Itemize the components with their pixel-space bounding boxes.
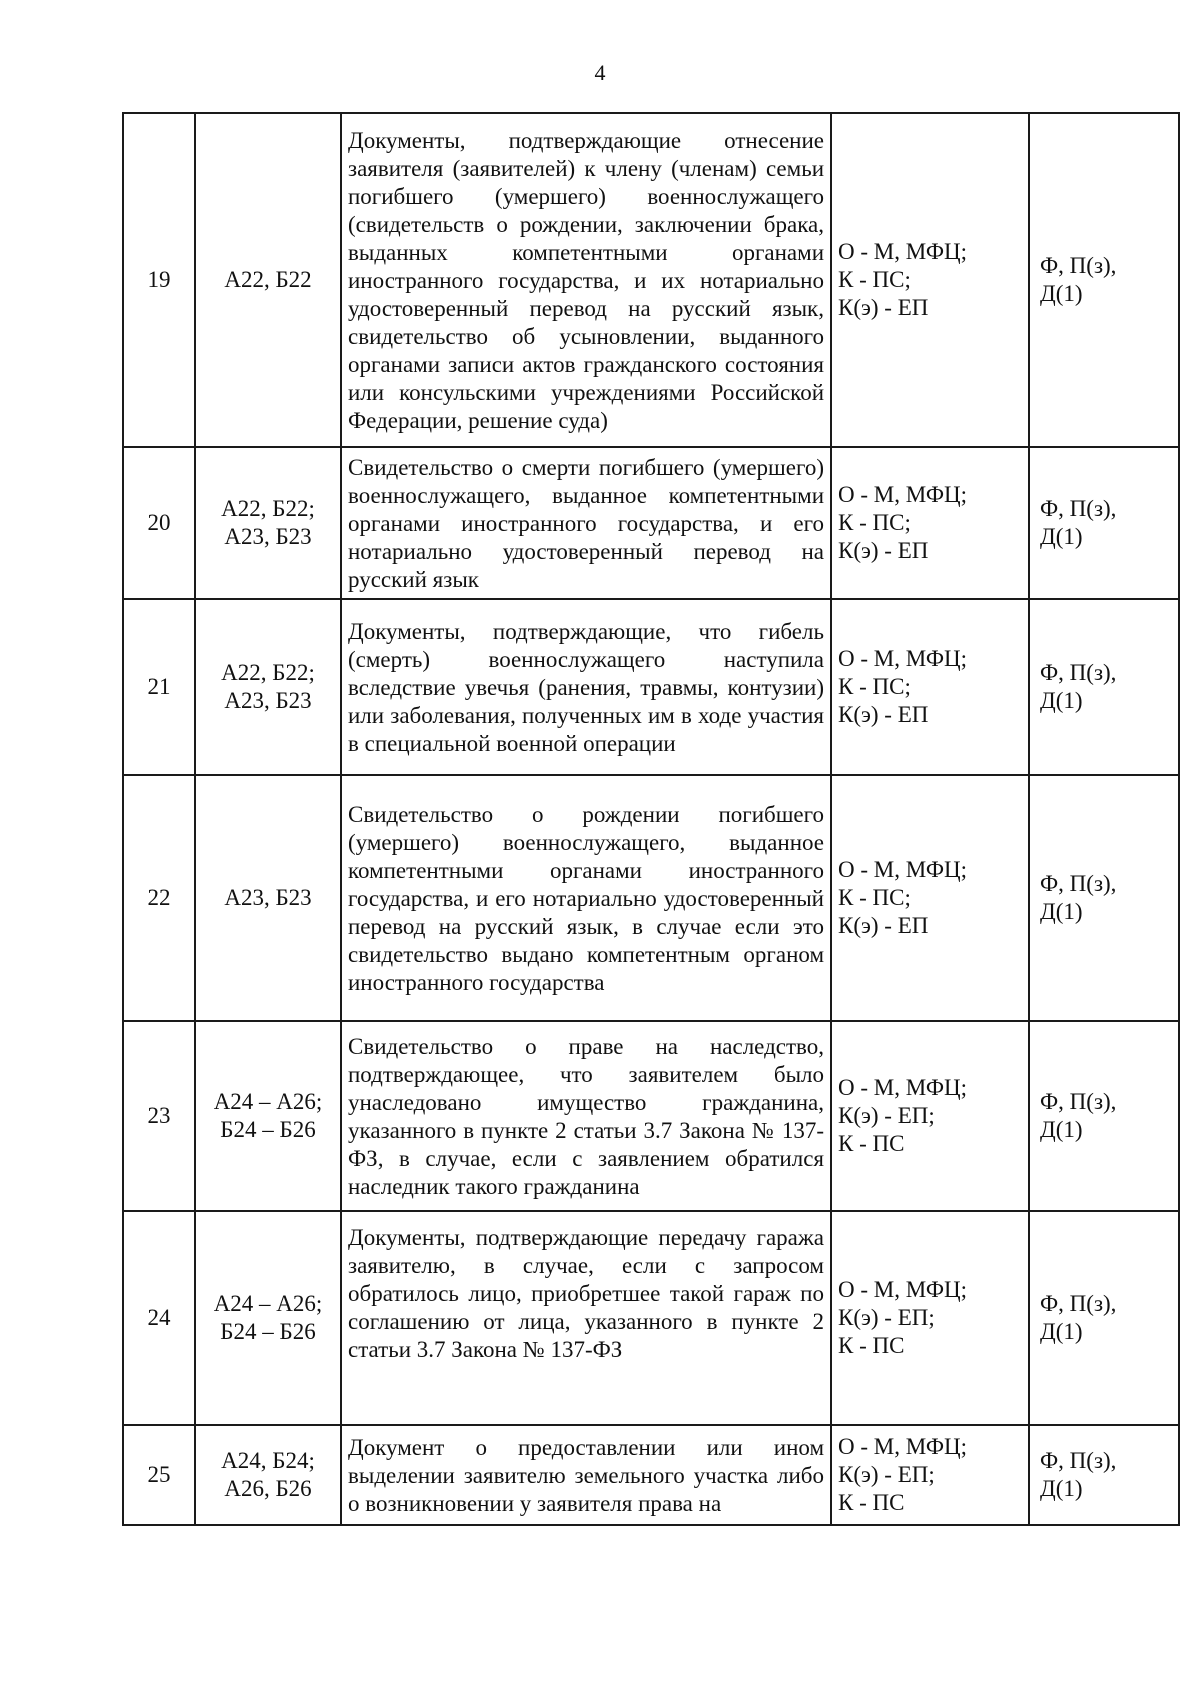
mode-line: К(э) - ЕП; <box>838 1103 935 1128</box>
form-line: Ф, П(з), <box>1040 253 1117 278</box>
row-submission-modes <box>831 775 1029 1021</box>
mode-line: К - ПС; <box>838 510 911 535</box>
code-line: А24 – А26; <box>213 1089 323 1114</box>
row-form-codes <box>1029 1425 1179 1525</box>
table-row <box>123 775 1179 1021</box>
code-line: А24 – А26; <box>213 1291 323 1316</box>
code-line: А22, Б22 <box>224 267 312 292</box>
row-codes <box>195 447 341 599</box>
form-line: Д(1) <box>1040 688 1083 713</box>
row-form-codes <box>1029 1021 1179 1211</box>
mode-line: К(э) - ЕП <box>838 538 929 563</box>
row-codes <box>195 1425 341 1525</box>
row-number: 21 <box>123 599 195 775</box>
row-number: 22 <box>123 775 195 1021</box>
form-line: Ф, П(з), <box>1040 1291 1117 1316</box>
mode-line: К - ПС <box>838 1490 905 1515</box>
page-number: 4 <box>594 60 606 85</box>
form-line: Ф, П(з), <box>1040 871 1117 896</box>
row-codes <box>195 1021 341 1211</box>
row-form-codes <box>1029 1211 1179 1425</box>
row-form-codes <box>1029 447 1179 599</box>
mode-line: К(э) - ЕП <box>838 702 929 727</box>
table-row <box>123 1425 1179 1525</box>
form-line: Ф, П(з), <box>1040 660 1117 685</box>
code-line: А23, Б23 <box>224 688 312 713</box>
mode-line: О - М, МФЦ; <box>838 482 968 507</box>
row-description: Документы, подтверждающие передачу гаража заявителю, в случае, если с запросом обратилось лицо, приобретшее такой гараж по соглашению от лица, указанного в пункте 2 статьи 3.7 Закона № 137-ФЗ <box>341 1211 831 1425</box>
row-codes <box>195 599 341 775</box>
code-line: Б24 – Б26 <box>220 1319 316 1344</box>
table-row <box>123 447 1179 599</box>
table-row <box>123 1021 1179 1211</box>
documents-table <box>122 112 1180 1526</box>
code-line: А26, Б26 <box>224 1476 312 1501</box>
table-row <box>123 113 1179 447</box>
table-row <box>123 599 1179 775</box>
row-codes <box>195 1211 341 1425</box>
form-line: Д(1) <box>1040 1476 1083 1501</box>
row-description: Свидетельство о рождении погибшего (умершего) военнослужащего, выданное компетентными органами иностранного государства, и его нотариально удостоверенный перевод на русский язык, в случае если это свидетельство выдано компетентным органом иностранного государства <box>341 775 831 1021</box>
row-description: Документ о предоставлении или ином выделении заявителю земельного участка либо о возникновении у заявителя права на <box>341 1425 831 1525</box>
form-line: Д(1) <box>1040 1117 1083 1142</box>
row-number: 19 <box>123 113 195 447</box>
row-description: Свидетельство о смерти погибшего (умершего) военнослужащего, выданное компетентными органами иностранного государства, и его нотариально удостоверенный перевод на русский язык <box>341 447 831 599</box>
row-submission-modes <box>831 113 1029 447</box>
row-submission-modes <box>831 1425 1029 1525</box>
row-description: Свидетельство о праве на наследство, подтверждающее, что заявителем было унаследовано имущество гражданина, указанного в пункте 2 статьи 3.7 Закона № 137-ФЗ, в случае, если с заявлением обратился наследник такого гражданина <box>341 1021 831 1211</box>
row-form-codes <box>1029 113 1179 447</box>
form-line: Д(1) <box>1040 281 1083 306</box>
code-line: А23, Б23 <box>224 524 312 549</box>
code-line: А22, Б22; <box>221 660 315 685</box>
mode-line: О - М, МФЦ; <box>838 239 968 264</box>
mode-line: О - М, МФЦ; <box>838 1075 968 1100</box>
row-description: Документы, подтверждающие, что гибель (смерть) военнослужащего наступила вследствие увечья (ранения, травмы, контузии) или заболевания, полученных им в ходе участия в специальной военной операции <box>341 599 831 775</box>
row-form-codes <box>1029 599 1179 775</box>
mode-line: О - М, МФЦ; <box>838 857 968 882</box>
code-line: Б24 – Б26 <box>220 1117 316 1142</box>
mode-line: К - ПС <box>838 1333 905 1358</box>
row-form-codes <box>1029 775 1179 1021</box>
mode-line: К(э) - ЕП; <box>838 1462 935 1487</box>
form-line: Ф, П(з), <box>1040 1089 1117 1114</box>
row-codes <box>195 113 341 447</box>
form-line: Ф, П(з), <box>1040 496 1117 521</box>
row-submission-modes <box>831 599 1029 775</box>
mode-line: К - ПС <box>838 1131 905 1156</box>
mode-line: О - М, МФЦ; <box>838 646 968 671</box>
row-description: Документы, подтверждающие отнесение заявителя (заявителей) к члену (членам) семьи погибшего (умершего) военнослужащего (свидетельств о рождении, заключении брака, выданных компетентными органами иностранного государства, и их нотариально удостоверенный перевод на русский язык, свидетельство об усыновлении, выданного органами записи актов гражданского состояния или консульскими учреждениями Российской Федерации, решение суда) <box>341 113 831 447</box>
row-submission-modes <box>831 447 1029 599</box>
row-number: 25 <box>123 1425 195 1525</box>
mode-line: К(э) - ЕП <box>838 913 929 938</box>
mode-line: К - ПС; <box>838 885 911 910</box>
code-line: А24, Б24; <box>221 1448 315 1473</box>
row-codes <box>195 775 341 1021</box>
form-line: Д(1) <box>1040 899 1083 924</box>
code-line: А23, Б23 <box>224 885 312 910</box>
mode-line: О - М, МФЦ; <box>838 1434 968 1459</box>
row-submission-modes <box>831 1021 1029 1211</box>
mode-line: К(э) - ЕП; <box>838 1305 935 1330</box>
row-number: 23 <box>123 1021 195 1211</box>
mode-line: К - ПС; <box>838 674 911 699</box>
form-line: Д(1) <box>1040 524 1083 549</box>
mode-line: К(э) - ЕП <box>838 295 929 320</box>
row-submission-modes <box>831 1211 1029 1425</box>
form-line: Ф, П(з), <box>1040 1448 1117 1473</box>
mode-line: К - ПС; <box>838 267 911 292</box>
row-number: 24 <box>123 1211 195 1425</box>
code-line: А22, Б22; <box>221 496 315 521</box>
form-line: Д(1) <box>1040 1319 1083 1344</box>
row-number: 20 <box>123 447 195 599</box>
mode-line: О - М, МФЦ; <box>838 1277 968 1302</box>
table-row <box>123 1211 1179 1425</box>
